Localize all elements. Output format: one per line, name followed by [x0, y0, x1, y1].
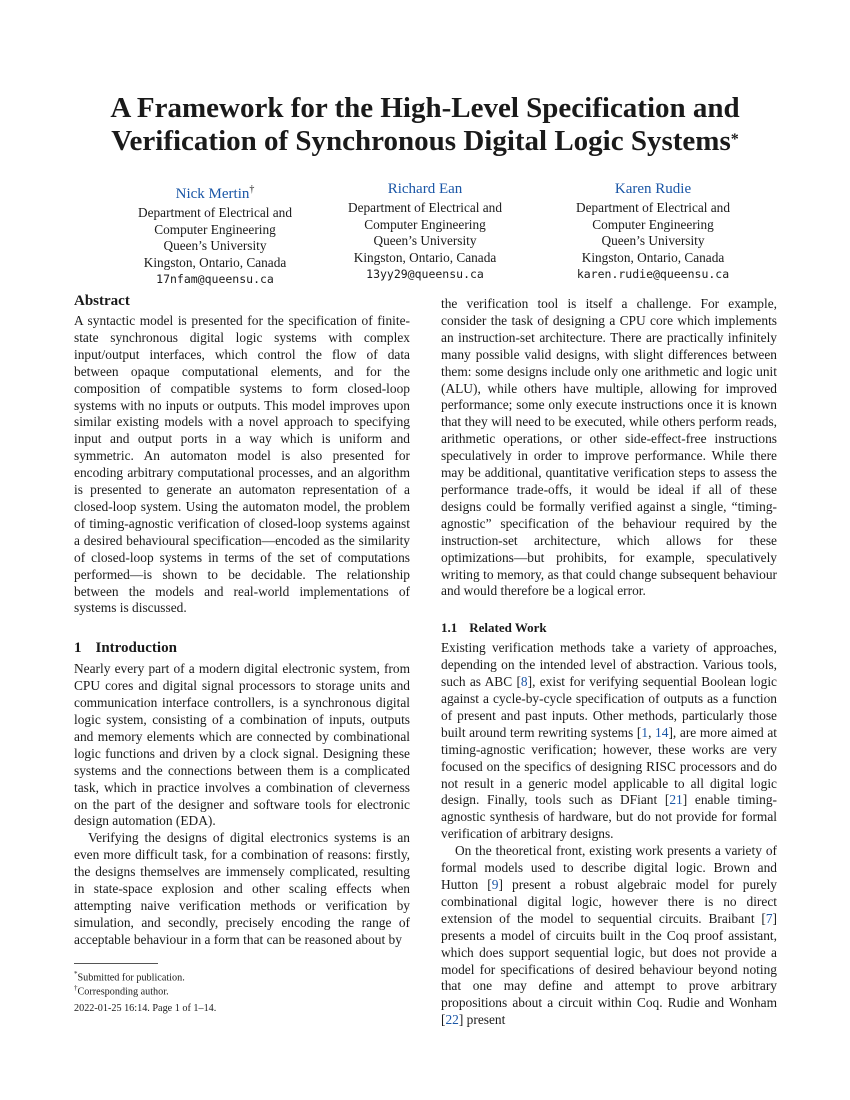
text-run: ] presents a model of circuits built in the Coq proof assistant, which does support sequential logic, but does not provide a model for specifications of desired behaviour beyond noting that one may define and attempt to prove arbitrary propositions about a circuit within Coq. Rudie and Wonham [ — [441, 910, 777, 1028]
citation-link[interactable]: 7 — [765, 910, 773, 926]
text-run: , — [648, 724, 656, 740]
author-dept-line-2: Computer Engineering — [364, 216, 486, 232]
text-run: Existing verification methods take a variety of approaches, depending on the intended level of abstraction. Various tools, such as ABC [ — [441, 640, 777, 690]
author-university: Queen’s University — [601, 233, 705, 248]
subsection-heading-related-work — [441, 620, 777, 636]
text-run: ], exist for verifying sequential Boolean logic against a cycle-by-cycle specification of outputs as a function of present and past inputs. Other methods, particularly those built around term rewriting systems [ — [441, 674, 777, 740]
author-name-2[interactable] — [310, 180, 540, 199]
author-dept-line-2: Computer Engineering — [154, 221, 276, 237]
author-mark-1: † — [249, 184, 255, 195]
footnote-text: Corresponding author. — [77, 986, 169, 998]
footnote-corresponding — [74, 982, 169, 998]
citation-link[interactable]: 22 — [445, 1012, 459, 1028]
title-line-2 — [60, 125, 790, 158]
footnote-mark: * — [74, 970, 78, 978]
citation-link[interactable]: 9 — [491, 877, 499, 892]
subsection-title: Related Work — [469, 620, 547, 636]
citation-link[interactable]: 14 — [655, 724, 669, 740]
author-block-1 — [100, 180, 330, 288]
author-name-2-text[interactable]: Richard Ean — [387, 181, 463, 197]
left-column — [74, 292, 410, 949]
citation-link[interactable]: 1 — [641, 724, 649, 740]
abstract-heading: Abstract — [74, 293, 130, 309]
title-footnote-mark: * — [730, 131, 739, 148]
author-name-3-text[interactable]: Karen Rudie — [614, 181, 692, 197]
related-paragraph-1 — [441, 640, 777, 843]
author-dept-line-1: Department of Electrical and — [348, 200, 502, 215]
title-line-1: A Framework for the High-Level Specification and — [110, 92, 740, 124]
text-run: ] enable timing-agnostic synthesis of hardware, but do not provide for formal verification of arbitrary designs. — [441, 792, 777, 842]
author-email[interactable]: karen.rudie@queensu.ca — [576, 267, 730, 281]
section-heading-introduction — [74, 639, 410, 657]
related-paragraph-2 — [441, 843, 777, 1029]
paper-title — [60, 92, 790, 158]
text-run: ], are more aimed at timing-agnostic verification; however, these works are very focused on the specifics of designing RISC processors and do not result in a generic model applicable to all digital logic design. Finally, tools such as DFiant [ — [441, 724, 777, 808]
author-block-2 — [310, 180, 540, 283]
author-block-3 — [538, 180, 768, 283]
intro-paragraph-1: Nearly every part of a modern digital electronic system, from CPU cores and digital signal processors to storage units and communication interface controllers, is a synchronous digital logic system, consisting of a combination of inputs, outputs and memory elements which are connected by combinational logic functions and driven by a clock signal. Designing these systems and the connections between them is a complicated task, which in practice involves a combination of cleverness on the part of the designer and software tools for electronic design automation (EDA). — [74, 661, 410, 829]
author-name-3[interactable] — [538, 180, 768, 199]
author-name-1[interactable] — [100, 180, 330, 204]
author-name-1-text[interactable]: Nick Mertin — [175, 186, 250, 202]
intro-paragraph-3: the verification tool is itself a challenge. For example, consider the task of designing a CPU core which implements an instruction-set architecture. There are practically infinitely many possible valid designs, with slight differences between them: some designs include only one arithmetic and logic unit (ALU), while others have multiple, allowing for improved performance; some only execute instructions once it is known that they will need to be executed, while others perform reads, arithmetic operations, or other side-effect-free instructions speculatively in order to improve performance. While there may be additional, quantitative verification steps to assess the performance trade-offs, it would be ideal if all of these designs could be formally verified against a single, “timing-agnostic” specification of the behaviour required by the instruction-set architecture, which allows for these optimizations—but prohibits, for example, speculatively writing to memory, as that could change subsequent behaviour and would therefore be a logical error. — [441, 296, 777, 599]
author-email[interactable]: 13yy29@queensu.ca — [366, 267, 484, 281]
section-title: Introduction — [95, 640, 177, 657]
author-university: Queen’s University — [163, 238, 267, 253]
author-dept-line-1: Department of Electrical and — [138, 205, 292, 220]
author-university: Queen’s University — [373, 233, 477, 248]
subsection-number: 1.1 — [441, 620, 458, 636]
citation-link[interactable]: 21 — [669, 792, 683, 808]
footnote-mark: † — [74, 984, 78, 992]
text-run: ] present a robust algebraic model for purely combinational digital logic, however there is no direct extension of the model to sequential circuits. Braibant [ — [441, 877, 777, 926]
section-number: 1 — [74, 640, 82, 657]
author-location: Kingston, Ontario, Canada — [143, 254, 287, 270]
author-email[interactable]: 17nfam@queensu.ca — [156, 272, 274, 286]
right-column — [441, 296, 777, 1029]
text-run: On the theoretical front, existing work presents a variety of formal models used to describe digital logic. Brown and Hutton [ — [441, 843, 777, 892]
title-line-2-text: Verification of Synchronous Digital Logic Systems — [111, 125, 731, 157]
author-location: Kingston, Ontario, Canada — [581, 249, 725, 265]
author-location: Kingston, Ontario, Canada — [353, 249, 497, 265]
intro-paragraph-2: Verifying the designs of digital electronics systems is an even more difficult task, for a combination of reasons: firstly, the designs themselves are immensely complicated, resulting in state-space explosion and other scaling effects when attempting naive verification methods or verification by simulation, and secondly, precisely encoding the range of acceptable behaviour in a form that can be reasoned about by — [74, 830, 410, 947]
text-run: ] present — [458, 1012, 506, 1028]
footnote-divider — [74, 963, 158, 964]
citation-link[interactable]: 8 — [520, 674, 528, 690]
author-dept-line-1: Department of Electrical and — [576, 200, 730, 215]
footnote-text: Submitted for publication. — [77, 972, 185, 984]
abstract-text: A syntactic model is presented for the specification of finite-state synchronous digital logic systems with complex input/output interfaces, which control the flow of data between opaque computational elements, and for the composition of compatible systems to form closed-loop systems with no inputs or outputs. This model improves upon similar existing models with a novel approach to specifying input and output ports in a way which is uniform and symmetric. An automaton model is also presented for encoding arbitrary computational processes, and an algorithm is presented to generate an automaton representation of a closed-loop system. Using the automaton model, the problem of timing-agnostic verification of closed-loop systems against a desired behavioural specification—encoded as the similarity of closed-loop systems in terms of the set of computations performed—is shown to be decidable. The relationship between the models and real-world implementations of systems is discussed. — [74, 313, 410, 616]
page-info: 2022-01-25 16:14. Page 1 of 1–14. — [74, 1003, 217, 1014]
author-dept-line-2: Computer Engineering — [592, 216, 714, 232]
